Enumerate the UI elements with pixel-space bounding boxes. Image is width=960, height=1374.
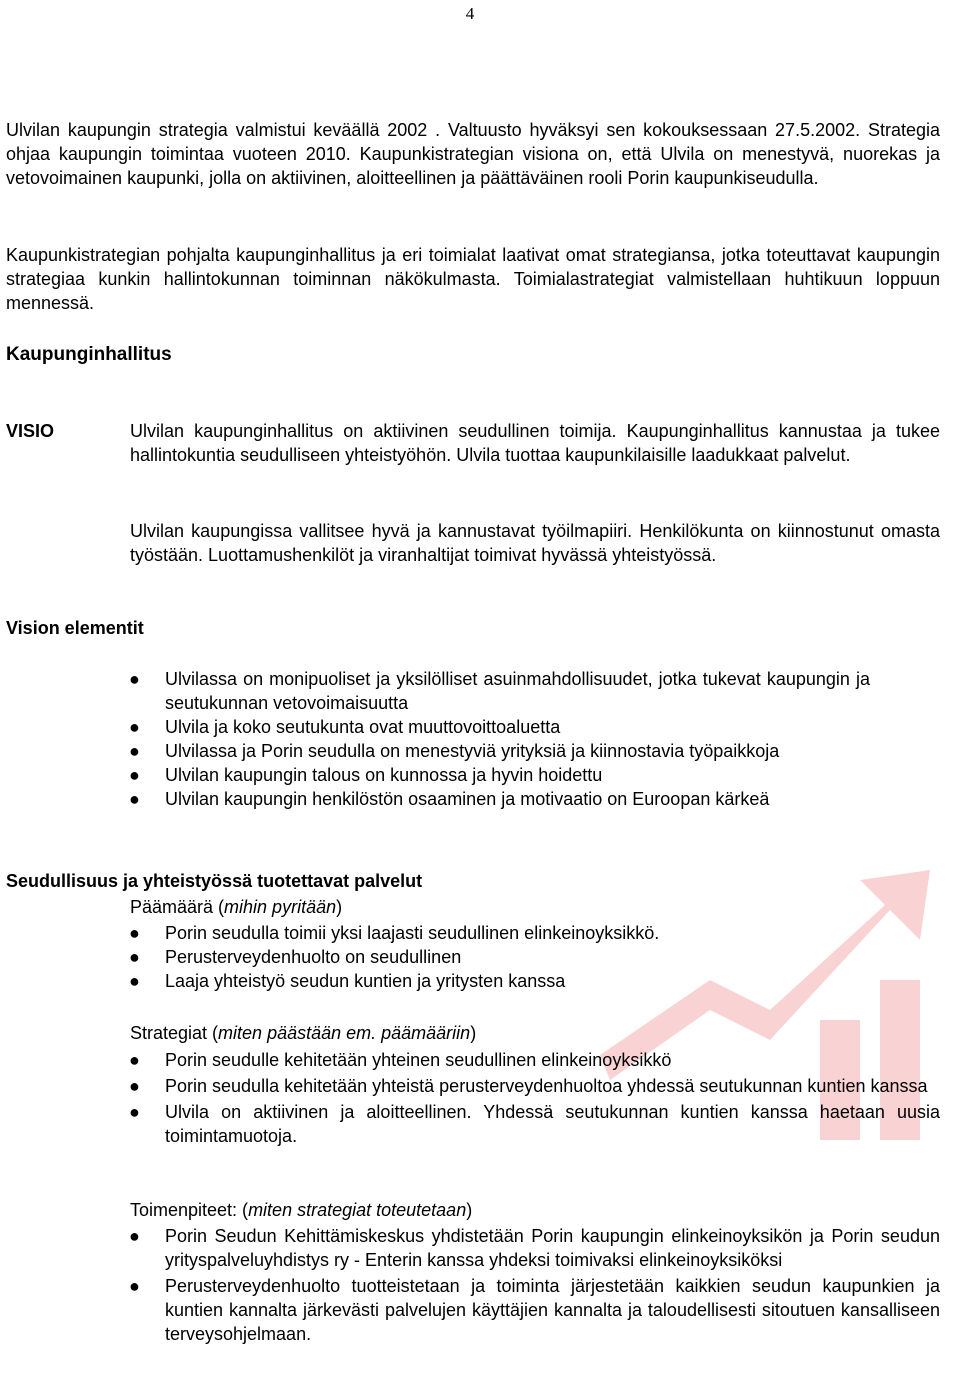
bullet-icon: ●: [129, 1050, 140, 1070]
vision-elements-list: [129, 667, 940, 811]
intro-paragraph-1: Ulvilan kaupungin strategia valmistui keväällä 2002 . Valtuusto hyväksyi sen kokouksessaan 27.5.2002. Strategia ohjaa kaupungin toimintaa vuoteen 2010. Kaupunkistrategian visiona on, että Ulvila on menestyvä, nuorekas ja vetovoimainen kaupunki, jolla on aktiivinen, aloitteellinen ja päättäväinen rooli Porin kaupunkiseudulla.: [6, 120, 940, 188]
list-item: ● Porin seudulla kehitetään yhteistä perusterveydenhuoltoa yhdessä seutukunnan kuntien kanssa: [129, 1076, 928, 1096]
bullet-icon: ●: [129, 741, 140, 761]
bullet-icon: ●: [129, 1226, 140, 1246]
list-item: ● Ulvilan kaupungin talous on kunnossa ja hyvin hoidettu: [129, 765, 603, 785]
bullet-icon: ●: [129, 717, 140, 737]
list-item: ● Ulvilassa ja Porin seudulla on menestyviä yrityksiä ja kiinnostavia työpaikkoja: [129, 741, 780, 761]
list-item: ● Ulvilan kaupungin henkilöstön osaaminen ja motivaatio on Euroopan kärkeä: [129, 789, 770, 809]
bullet-icon: ●: [129, 765, 140, 785]
bullet-icon: ●: [129, 1276, 140, 1296]
list-item: ● Ulvila on aktiivinen ja aloitteellinen. Yhdessä seutukunnan kuntien kanssa haetaan uusia toimintamuotoja.: [129, 1102, 940, 1146]
actions-label: Toimenpiteet: (miten strategiat toteutetaan): [130, 1200, 473, 1220]
bullet-icon: ●: [129, 971, 140, 991]
list-item: ● Laaja yhteistyö seudun kuntien ja yritysten kanssa: [129, 971, 566, 991]
list-item: ● Porin seudulle kehitetään yhteinen seudullinen elinkeinoyksikkö: [129, 1050, 672, 1070]
vision-elements-label: Vision elementit: [6, 618, 144, 638]
seudullisuus-heading: Seudullisuus ja yhteistyössä tuotettavat palvelut: [6, 871, 423, 891]
bullet-icon: ●: [129, 1076, 140, 1096]
visio-paragraph-1: Ulvilan kaupunginhallitus on aktiivinen seudullinen toimija. Kaupunginhallitus kannustaa ja tukee hallintokuntia seudulliseen yhteistyöhön. Ulvila tuottaa kaupunkilaisille laadukkaat palvelut.: [130, 421, 940, 465]
bullet-icon: ●: [129, 923, 140, 943]
visio-label: VISIO: [6, 421, 55, 441]
section-heading: Kaupunginhallitus: [6, 344, 172, 365]
list-item: ● Perusterveydenhuolto on seudullinen: [129, 947, 462, 967]
bullet-icon: ●: [129, 789, 140, 809]
bullet-icon: ●: [129, 1102, 140, 1122]
strategies-label: Strategiat (miten päästään em. päämääriin): [130, 1023, 477, 1043]
intro-paragraph-2: Kaupunkistrategian pohjalta kaupunginhallitus ja eri toimialat laativat omat strategiansa, jotka toteuttavat kaupungin strategiaa kunkin hallintokunnan toiminnan näkökulmasta. Toimialastrategiat valmistellaan huhtikuun loppuun mennessä.: [6, 245, 940, 313]
strategies-list: [129, 1048, 940, 1148]
goal-list: [129, 921, 940, 993]
goal-label: Päämäärä (mihin pyritään): [130, 897, 343, 917]
list-item: ● Ulvilassa on monipuoliset ja yksilölliset asuinmahdollisuudet, jotka tukevat kaupungin ja seutukunnan vetovoimaisuutta: [129, 669, 870, 713]
list-item: ● Ulvila ja koko seutukunta ovat muuttovoittoaluetta: [129, 717, 561, 737]
list-item: ● Porin seudulla toimii yksi laajasti seudullinen elinkeinoyksikkö.: [129, 923, 660, 943]
list-item: ● Perusterveydenhuolto tuotteistetaan ja toiminta järjestetään kaikkien seudun kaupunkien ja kuntien kannalta järkevästi palvelujen käyttäjien kannalta ja taloudellisesti sitoutuen kansalliseen terveysohjelmaan.: [129, 1276, 940, 1344]
bullet-icon: ●: [129, 947, 140, 967]
bullet-icon: ●: [129, 669, 140, 689]
actions-list: [129, 1224, 940, 1346]
visio-paragraph-2: Ulvilan kaupungissa vallitsee hyvä ja kannustavat työilmapiiri. Henkilökunta on kiinnostunut omasta työstään. Luottamushenkilöt ja viranhaltijat toimivat hyvässä yhteistyössä.: [130, 521, 940, 565]
list-item: ● Porin Seudun Kehittämiskeskus yhdistetään Porin kaupungin elinkeinoyksikön ja Porin seudun yrityspalveluyhdistys ry - Enterin kanssa yhdeksi toimivaksi elinkeinoyksiköksi: [129, 1226, 940, 1270]
page-number: 4: [465, 4, 475, 23]
